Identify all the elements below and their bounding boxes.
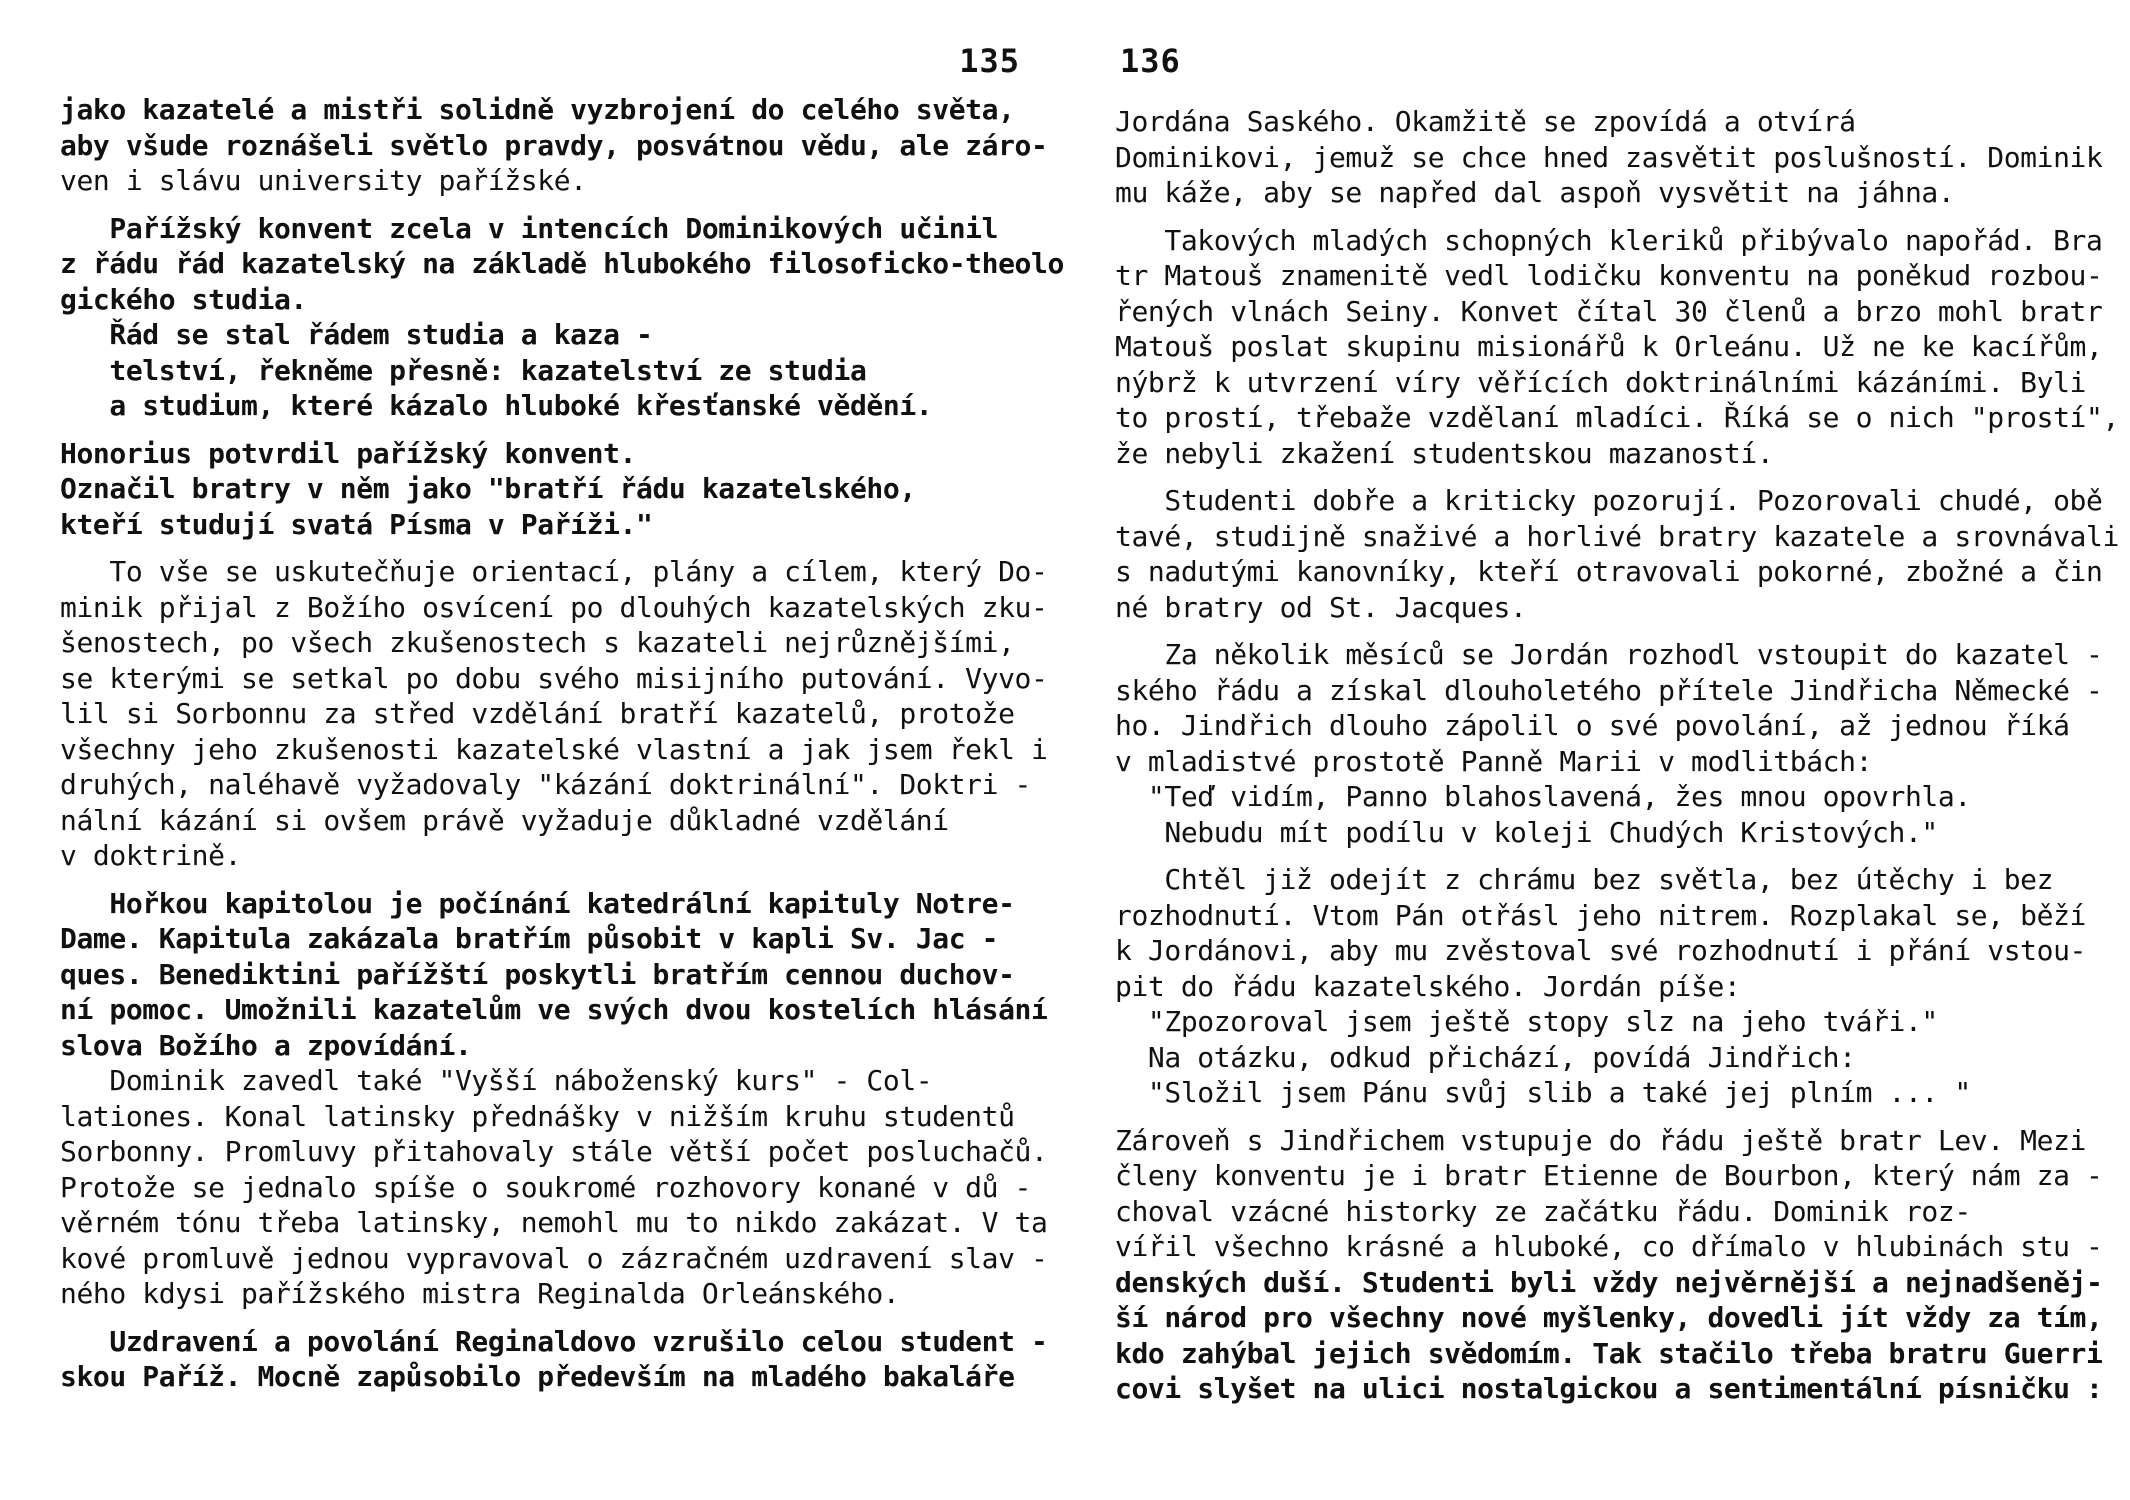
- text-line: Nebudu mít podílu v koleji Chudých Kristových.": [1115, 815, 1938, 849]
- text-line: druhých, naléhavě vyžadovaly "kázání doktrinální". Doktri -: [60, 768, 1031, 801]
- paragraph-gap: [60, 1312, 1020, 1324]
- text-line: ques. Benediktini pařížští poskytli bratřím cennou duchov-: [60, 957, 1015, 991]
- text-line: skou Paříž. Mocně zapůsobilo především na mladého bakaláře: [60, 1360, 1015, 1393]
- paragraph-gap: [1115, 1111, 2095, 1123]
- text-line: Označil bratry v něm jako "bratří řádu kazatelského,: [60, 472, 916, 505]
- text-line: Takových mladých schopných kleriků přibývalo napořád. Bra: [1115, 223, 2103, 257]
- text-line: minik přijal z Božího osvícení po dlouhých kazatelských zku-: [60, 590, 1048, 624]
- paragraph-gap: [1115, 471, 2095, 483]
- paragraph-gap: [60, 874, 1020, 886]
- paragraph-gap: [1115, 625, 2095, 637]
- text-line: Protože se jednalo spíše o soukromé rozhovory konané v dů -: [60, 1170, 1031, 1204]
- text-line: gického studia.: [60, 282, 307, 316]
- text-line: kdo zahýbal jejich svědomím. Tak stačilo třeba bratru Guerri: [1115, 1336, 2103, 1370]
- right-page-text: [1115, 92, 2119, 1407]
- text-line: tr Matouš znamenitě vedl lodičku konventu na poněkud rozbou-: [1115, 259, 2103, 292]
- text-line: všechny jeho zkušenosti kazatelské vlastní a jak jsem řekl i: [60, 732, 1048, 766]
- text-line: věrném tónu třeba latinsky, nemohl mu to nikdo zakázat. V ta: [60, 1206, 1048, 1239]
- text-line: v mladistvé prostotě Panně Marii v modlitbách:: [1115, 744, 1873, 778]
- text-line: a studium, které kázalo hluboké křesťanské vědění.: [60, 389, 933, 422]
- text-line: Chtěl již odejít z chrámu bez světla, bez útěchy i bez: [1115, 863, 2054, 896]
- text-line: né bratry od St. Jacques.: [1115, 590, 1527, 624]
- page-number-right: 136: [1120, 42, 1181, 80]
- left-page-text: [60, 92, 1064, 1395]
- text-line: "Složil jsem Pánu svůj slib a také jej plním ... ": [1115, 1076, 1971, 1109]
- text-line: se kterými se setkal po dobu svého misijního putování. Vyvo-: [60, 661, 1048, 695]
- text-line: Hořkou kapitolou je počínání katedrální kapituly Notre-: [60, 886, 1015, 920]
- left-page: [60, 0, 1064, 1500]
- text-line: "Zpozoroval jsem ještě stopy slz na jeho tváři.": [1115, 1005, 1938, 1038]
- paragraph-gap: [60, 542, 1020, 554]
- paragraph-gap: [1115, 850, 2095, 862]
- text-line: kteří studují svatá Písma v Paříži.": [60, 507, 653, 541]
- text-line: lationes. Konal latinsky přednášky v nižším kruhu studentů: [60, 1099, 1015, 1133]
- text-line: řených vlnách Seiny. Konvet čítal 30 členů a brzo mohl bratr: [1115, 294, 2103, 328]
- right-page: [1115, 0, 2119, 1500]
- text-line: ného kdysi pařížského mistra Reginalda Orleánského.: [60, 1277, 900, 1310]
- text-line: šenostech, po všech zkušenostech s kazateli nejrůznějšími,: [60, 626, 1015, 659]
- text-line: Dominik zavedl také "Vyšší náboženský kurs" - Col-: [60, 1064, 933, 1097]
- text-line: Za několik měsíců se Jordán rozhodl vstoupit do kazatel -: [1115, 638, 2103, 671]
- text-line: Jordána Saského. Okamžitě se zpovídá a otvírá: [1115, 105, 1856, 138]
- text-line: že nebyli zkažení studentskou mazaností.: [1115, 436, 1774, 470]
- text-line: slova Božího a zpovídání.: [60, 1028, 472, 1062]
- text-line: Zároveň s Jindřichem vstupuje do řádu ještě bratr Lev. Mezi: [1115, 1123, 2086, 1157]
- text-line: ven i slávu university pařížské.: [60, 164, 587, 197]
- text-line: členy konventu je i bratr Etienne de Bourbon, který nám za -: [1115, 1159, 2103, 1192]
- text-line: ho. Jindřich dlouho zápolil o své povolání, až jednou říká: [1115, 709, 2070, 742]
- text-line: kové promluvě jednou vypravoval o zázračném uzdravení slav -: [60, 1241, 1048, 1275]
- text-line: ší národ pro všechny nové myšlenky, dovedli jít vždy za tím,: [1115, 1301, 2103, 1334]
- paragraph-gap: [60, 424, 1020, 436]
- text-line: Matouš poslat skupinu misionářů k Orleánu. Už ne ke kacířům,: [1115, 330, 2103, 363]
- text-line: Studenti dobře a kriticky pozorují. Pozorovali chudé, obě: [1115, 484, 2103, 517]
- text-line: choval vzácné historky ze začátku řádu. Dominik roz-: [1115, 1194, 1971, 1228]
- text-line: ského řádu a získal dlouholetého přítele Jindřicha Německé -: [1115, 673, 2103, 707]
- text-line: nální kázání si ovšem právě vyžaduje důkladné vzdělání: [60, 803, 949, 837]
- page-number-left: 135: [959, 42, 1020, 80]
- text-line: covi slyšet na ulici nostalgickou a sentimentální písničku :: [1115, 1372, 2103, 1405]
- text-line: vířil všechno krásné a hluboké, co dřímalo v hlubinách stu -: [1115, 1230, 2103, 1263]
- paragraph-gap: [1115, 92, 2095, 104]
- text-line: z řádu řád kazatelský na základě hlubokého filosoficko-theolo: [60, 247, 1064, 280]
- text-line: Řád se stal řádem studia a kaza -: [60, 318, 653, 351]
- text-line: To vše se uskutečňuje orientací, plány a cílem, který Do-: [60, 555, 1048, 588]
- text-line: to prostí, třebaže vzdělaní mladíci. Říká se o nich "prostí",: [1115, 401, 2119, 434]
- text-line: denských duší. Studenti byli vždy nejvěrnější a nejnadšeněj-: [1115, 1265, 2103, 1299]
- text-line: jako kazatelé a mistři solidně vyzbrojení do celého světa,: [60, 93, 1015, 126]
- text-line: nýbrž k utvrzení víry věřících doktrinálními kázáními. Byli: [1115, 365, 2086, 399]
- paragraph-gap: [1115, 211, 2095, 223]
- text-line: rozhodnutí. Vtom Pán otřásl jeho nitrem. Rozplakal se, běží: [1115, 898, 2086, 932]
- text-line: Sorbonny. Promluvy přitahovaly stále větší počet posluchačů.: [60, 1135, 1048, 1168]
- text-line: pit do řádu kazatelského. Jordán píše:: [1115, 969, 1741, 1003]
- text-line: "Teď vidím, Panno blahoslavená, žes mnou opovrhla.: [1115, 780, 1971, 813]
- text-line: mu káže, aby se napřed dal aspoň vysvětit na jáhna.: [1115, 176, 1955, 209]
- text-line: Uzdravení a povolání Reginaldovo vzrušilo celou student -: [60, 1324, 1048, 1358]
- text-line: v doktrině.: [60, 839, 242, 872]
- text-line: aby všude roznášeli světlo pravdy, posvátnou vědu, ale záro-: [60, 128, 1048, 162]
- text-line: Dominikovi, jemuž se chce hned zasvětit poslušností. Dominik: [1115, 140, 2103, 174]
- text-line: k Jordánovi, aby mu zvěstoval své rozhodnutí i přání vstou-: [1115, 934, 2086, 967]
- text-line: tavé, studijně snaživé a horlivé bratry kazatele a srovnávali: [1115, 519, 2119, 553]
- text-line: Pařížský konvent zcela v intencích Dominikových učinil: [60, 211, 999, 245]
- paragraph-gap: [60, 199, 1020, 211]
- text-line: Honorius potvrdil pařížský konvent.: [60, 436, 637, 470]
- text-line: s nadutými kanovníky, kteří otravovali pokorné, zbožné a čin: [1115, 555, 2103, 588]
- text-line: Na otázku, odkud přichází, povídá Jindřich:: [1115, 1040, 1856, 1074]
- text-line: lil si Sorbonnu za střed vzdělání bratří kazatelů, protože: [60, 697, 1015, 730]
- text-line: ní pomoc. Umožnili kazatelům ve svých dvou kostelích hlásání: [60, 993, 1048, 1026]
- text-line: Dame. Kapitula zakázala bratřím působit v kapli Sv. Jac -: [60, 922, 999, 955]
- text-line: telství, řekněme přesně: kazatelství ze studia: [60, 353, 867, 387]
